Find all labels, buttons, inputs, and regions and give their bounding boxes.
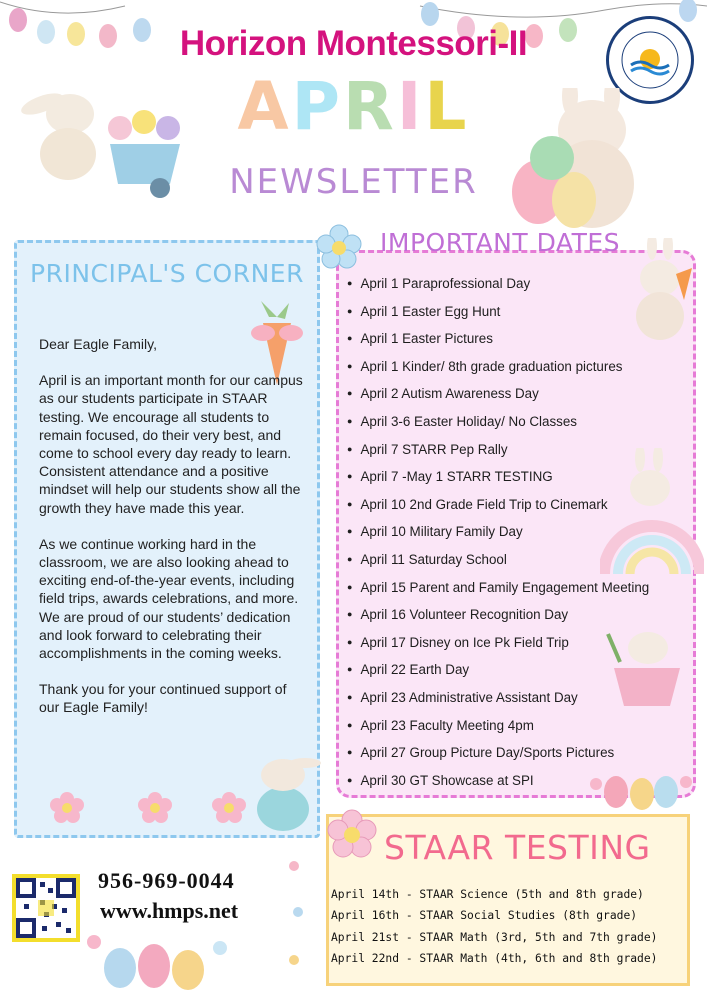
flower-icon xyxy=(326,808,378,860)
date-item: ● April 1 Easter Pictures xyxy=(347,325,667,353)
date-item: ● April 27 Group Picture Day/Sports Pictures xyxy=(347,739,667,767)
date-item: ● April 7 STARR Pep Rally xyxy=(347,436,667,464)
staar-item: April 21st - STAAR Math (3rd, 5th and 7th grade) xyxy=(331,930,658,944)
phone-number[interactable]: 956-969-0044 xyxy=(98,868,235,893)
date-item: ● April 17 Disney on Ice Pk Field Trip xyxy=(347,629,667,657)
date-item: ● April 10 Military Family Day xyxy=(347,518,667,546)
important-dates-title: IMPORTANT DATES xyxy=(380,228,621,257)
month-letter: I xyxy=(396,68,425,145)
school-name: Horizon Montessori-II xyxy=(179,24,528,63)
website-link[interactable]: www.hmps.net xyxy=(100,898,239,923)
date-item: ● April 22 Earth Day xyxy=(347,656,667,684)
principals-corner-card xyxy=(14,240,320,838)
date-item: ● April 15 Parent and Family Engagement Meeting xyxy=(347,574,667,602)
letter-greeting: Dear Eagle Family, xyxy=(39,336,158,352)
letter-paragraph: April is an important month for our campus as our students participate in STAAR testing. We encourage all students to remain focused, do their very best, and come to school every day ready to learn. Consistent attendance and a positive mindset will help our students show all the growth they have made this year. xyxy=(39,372,303,516)
qr-code[interactable] xyxy=(12,874,80,942)
date-item: ● April 2 Autism Awareness Day xyxy=(347,380,667,408)
date-item: ● April 23 Faculty Meeting 4pm xyxy=(347,712,667,740)
flower-icon xyxy=(316,224,362,270)
date-item: ● April 1 Easter Egg Hunt xyxy=(347,298,667,326)
paw-prints-decoration xyxy=(282,856,312,986)
month-letter: A xyxy=(237,68,292,145)
staar-item: April 14th - STAAR Science (5th and 8th grade) xyxy=(331,888,644,901)
easter-eggs-decoration xyxy=(80,924,250,994)
letter-closing: Thank you for your continued support of our Eagle Family! xyxy=(39,681,287,716)
newsletter-title: NEWSLETTER xyxy=(229,162,478,202)
principals-letter xyxy=(39,335,309,735)
eggs-flowers-decoration xyxy=(586,762,696,812)
date-item: ● April 1 Kinder/ 8th grade graduation pictures xyxy=(347,353,667,381)
bunny-rainbow-illustration xyxy=(600,448,704,578)
bunny-with-eggs-illustration xyxy=(500,88,670,238)
bunny-basket-illustration xyxy=(600,622,690,712)
letter-paragraph: As we continue working hard in the classroom, we are also looking ahead to exciting end-of-the-year events, including field trips, awards celebrations, and more. We are proud of our students’ dedication and look forward to celebrating their accomplishments in the coming weeks. xyxy=(39,535,299,662)
date-item: ● April 1 Paraprofessional Day xyxy=(347,270,667,298)
date-item: ● April 10 2nd Grade Field Trip to Cinemark xyxy=(347,491,667,519)
date-item: ● April 3-6 Easter Holiday/ No Classes xyxy=(347,408,667,436)
flower-row-decoration xyxy=(43,779,253,829)
staar-item: April 22nd - STAAR Math (4th, 6th and 8th grade) xyxy=(331,951,658,965)
staar-testing-title: STAAR TESTING xyxy=(384,828,651,867)
month-letter: P xyxy=(291,68,343,145)
date-item: ● April 16 Volunteer Recognition Day xyxy=(347,601,667,629)
date-item: ● April 7 -May 1 STARR TESTING xyxy=(347,463,667,491)
staar-item: April 16th - STAAR Social Studies (8th grade) xyxy=(331,909,638,923)
bunny-wheelbarrow-illustration xyxy=(10,84,200,204)
qr-code-pattern xyxy=(16,878,76,938)
month-letter: R xyxy=(343,68,397,145)
bunny-on-egg-illustration xyxy=(245,753,321,833)
month-letter: L xyxy=(424,68,470,145)
bunny-carrot-illustration xyxy=(622,238,698,344)
date-item: ● April 30 GT Showcase at SPI xyxy=(347,767,667,795)
staar-schedule-list xyxy=(331,884,689,969)
date-item: ● April 11 Saturday School xyxy=(347,546,667,574)
principals-corner-title: PRINCIPAL'S CORNER xyxy=(30,259,304,288)
date-item: ● April 23 Administrative Assistant Day xyxy=(347,684,667,712)
